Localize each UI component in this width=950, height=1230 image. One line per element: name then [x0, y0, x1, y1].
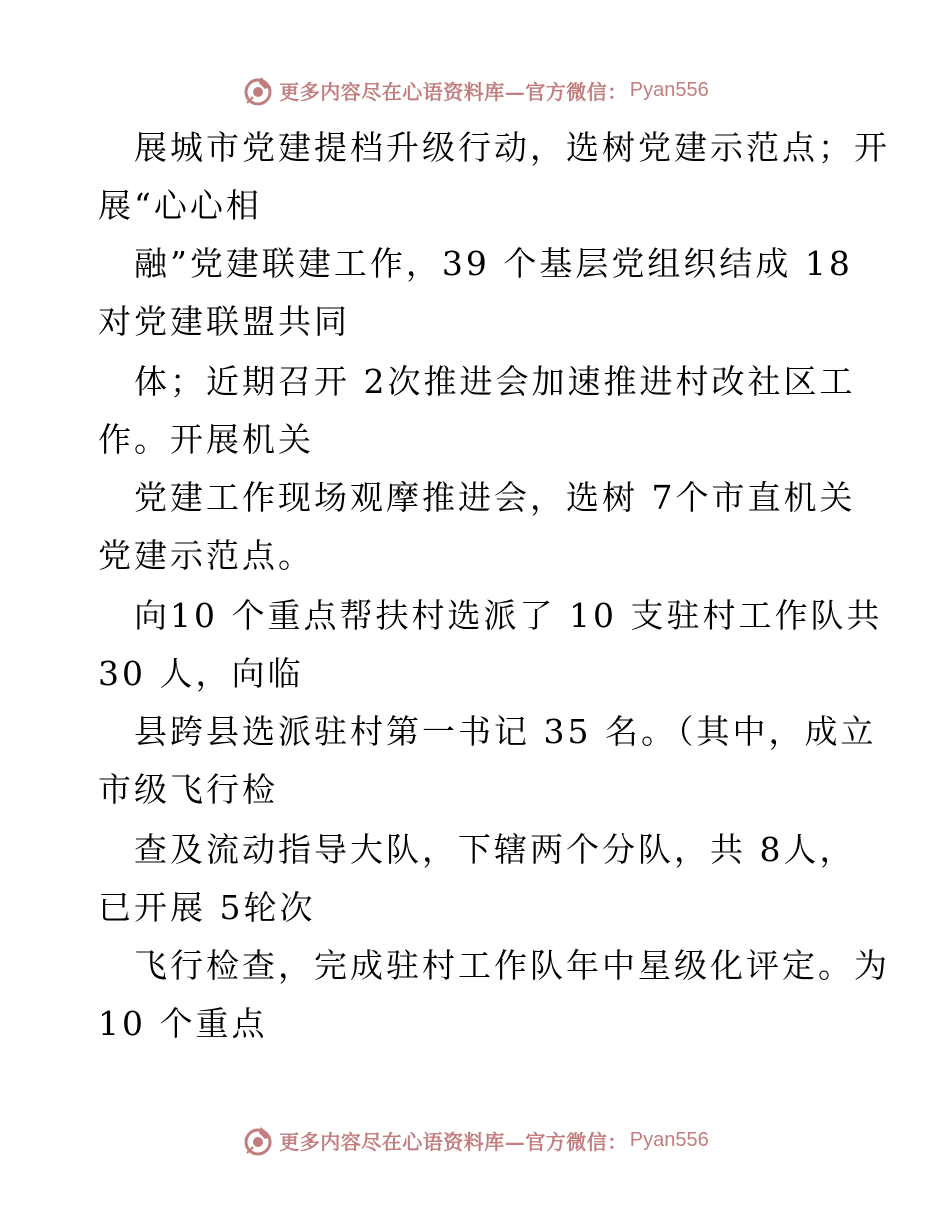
text-line: 10 个重点 — [98, 1004, 268, 1043]
text-line: 30 人，向临 — [98, 654, 304, 693]
text-line: 展“心心相 — [98, 186, 262, 225]
text-line: 查及流动指导大队，下辖两个分队，共 8人， — [134, 830, 856, 869]
header-banner-text: 更多内容尽在心语资料库—官方微信： — [279, 79, 628, 104]
text-line: 党建工作现场观摩推进会，选树 7个市直机关 — [134, 478, 856, 517]
text-line: 党建示范点。 — [98, 536, 314, 575]
header-banner — [0, 70, 950, 110]
text-line: 已开展 5轮次 — [98, 888, 316, 927]
footer-banner — [0, 1120, 950, 1160]
text-line: 作。开展机关 — [98, 420, 314, 459]
brush-logo-icon — [241, 1123, 275, 1157]
text-line: 融”党建联建工作，39 个基层党组织结成 18 — [134, 244, 853, 283]
text-line: 体；近期召开 2次推进会加速推进村改社区工 — [134, 362, 856, 401]
header-banner-handle: Pyan556 — [629, 78, 709, 101]
text-line: 县跨县选派驻村第一书记 35 名。（其中，成立 — [134, 712, 877, 751]
footer-banner-handle: Pyan556 — [629, 1128, 709, 1151]
text-line: 展城市党建提档升级行动，选树党建示范点；开 — [134, 128, 890, 167]
brush-logo-icon — [241, 73, 275, 107]
text-line: 市级飞行检 — [98, 770, 278, 809]
footer-banner-text: 更多内容尽在心语资料库—官方微信： — [279, 1129, 628, 1154]
text-line: 对党建联盟共同 — [98, 302, 350, 341]
text-line: 飞行检查，完成驻村工作队年中星级化评定。为 — [134, 946, 890, 985]
text-line: 向10 个重点帮扶村选派了 10 支驻村工作队共 — [134, 596, 883, 635]
